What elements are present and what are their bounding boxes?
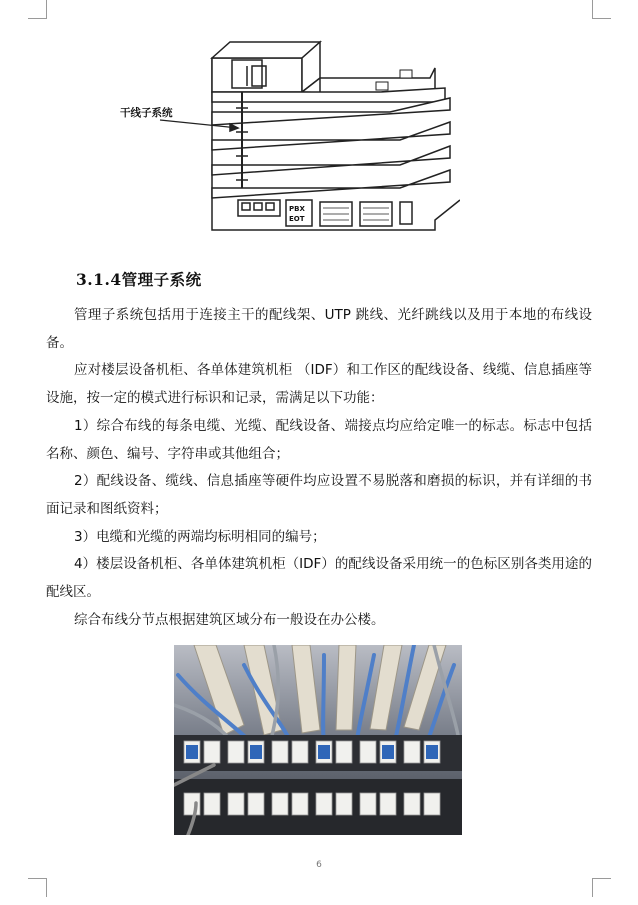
floor-slab-5 [212, 170, 450, 198]
page-number: 6 [316, 860, 322, 870]
backbone-label: 干线子系统 [120, 107, 173, 119]
body-text [46, 302, 592, 634]
eot-label: EOT [289, 215, 305, 223]
backbone-subsystem-diagram [120, 30, 460, 235]
paragraph-requirements: 应对楼层设备机柜、各单体建筑机柜 （IDF）和工作区的配线设备、线缆、信息插座等设施，按一定的模式进行标识和记录，需满足以下功能： [46, 362, 592, 407]
patch-panel-photo [174, 645, 462, 835]
list-item-2: 2）配线设备、缆线、信息插座等硬件均应设置不易脱落和磨损的标识，并有详细的书面记录和图纸资料； [46, 473, 592, 517]
list-item-3: 3）电缆和光缆的两端均标明相同的编号； [74, 528, 326, 545]
paragraph-intro: 管理子系统包括用于连接主干的配线架、UTP 跳线、光纤跳线以及用于本地的布线设备。 [46, 307, 592, 351]
list-item-1: 1）综合布线的每条电缆、光缆、配线设备、端接点均应给定唯一的标志。标志中包括名称、颜色、编号、字符串或其他组合； [46, 417, 592, 462]
crop-mark-top-left [28, 0, 47, 19]
section-title: 管理子系统 [121, 270, 202, 289]
floor-slab-3 [212, 122, 450, 150]
pbx-label: PBX [289, 205, 305, 213]
section-heading [76, 268, 202, 290]
crop-mark-bottom-left [28, 878, 47, 897]
crop-mark-bottom-right [592, 878, 611, 897]
list-item-4: 4）楼层设备机柜、各单体建筑机柜（IDF）的配线设备采用统一的色标区别各类用途的配线区。 [46, 556, 592, 601]
paragraph-location: 综合布线分节点根据建筑区域分布一般设在办公楼。 [74, 611, 385, 628]
floor-slab-4 [212, 146, 450, 175]
crop-mark-top-right [592, 0, 611, 19]
section-number: 3.1.4 [76, 270, 122, 289]
